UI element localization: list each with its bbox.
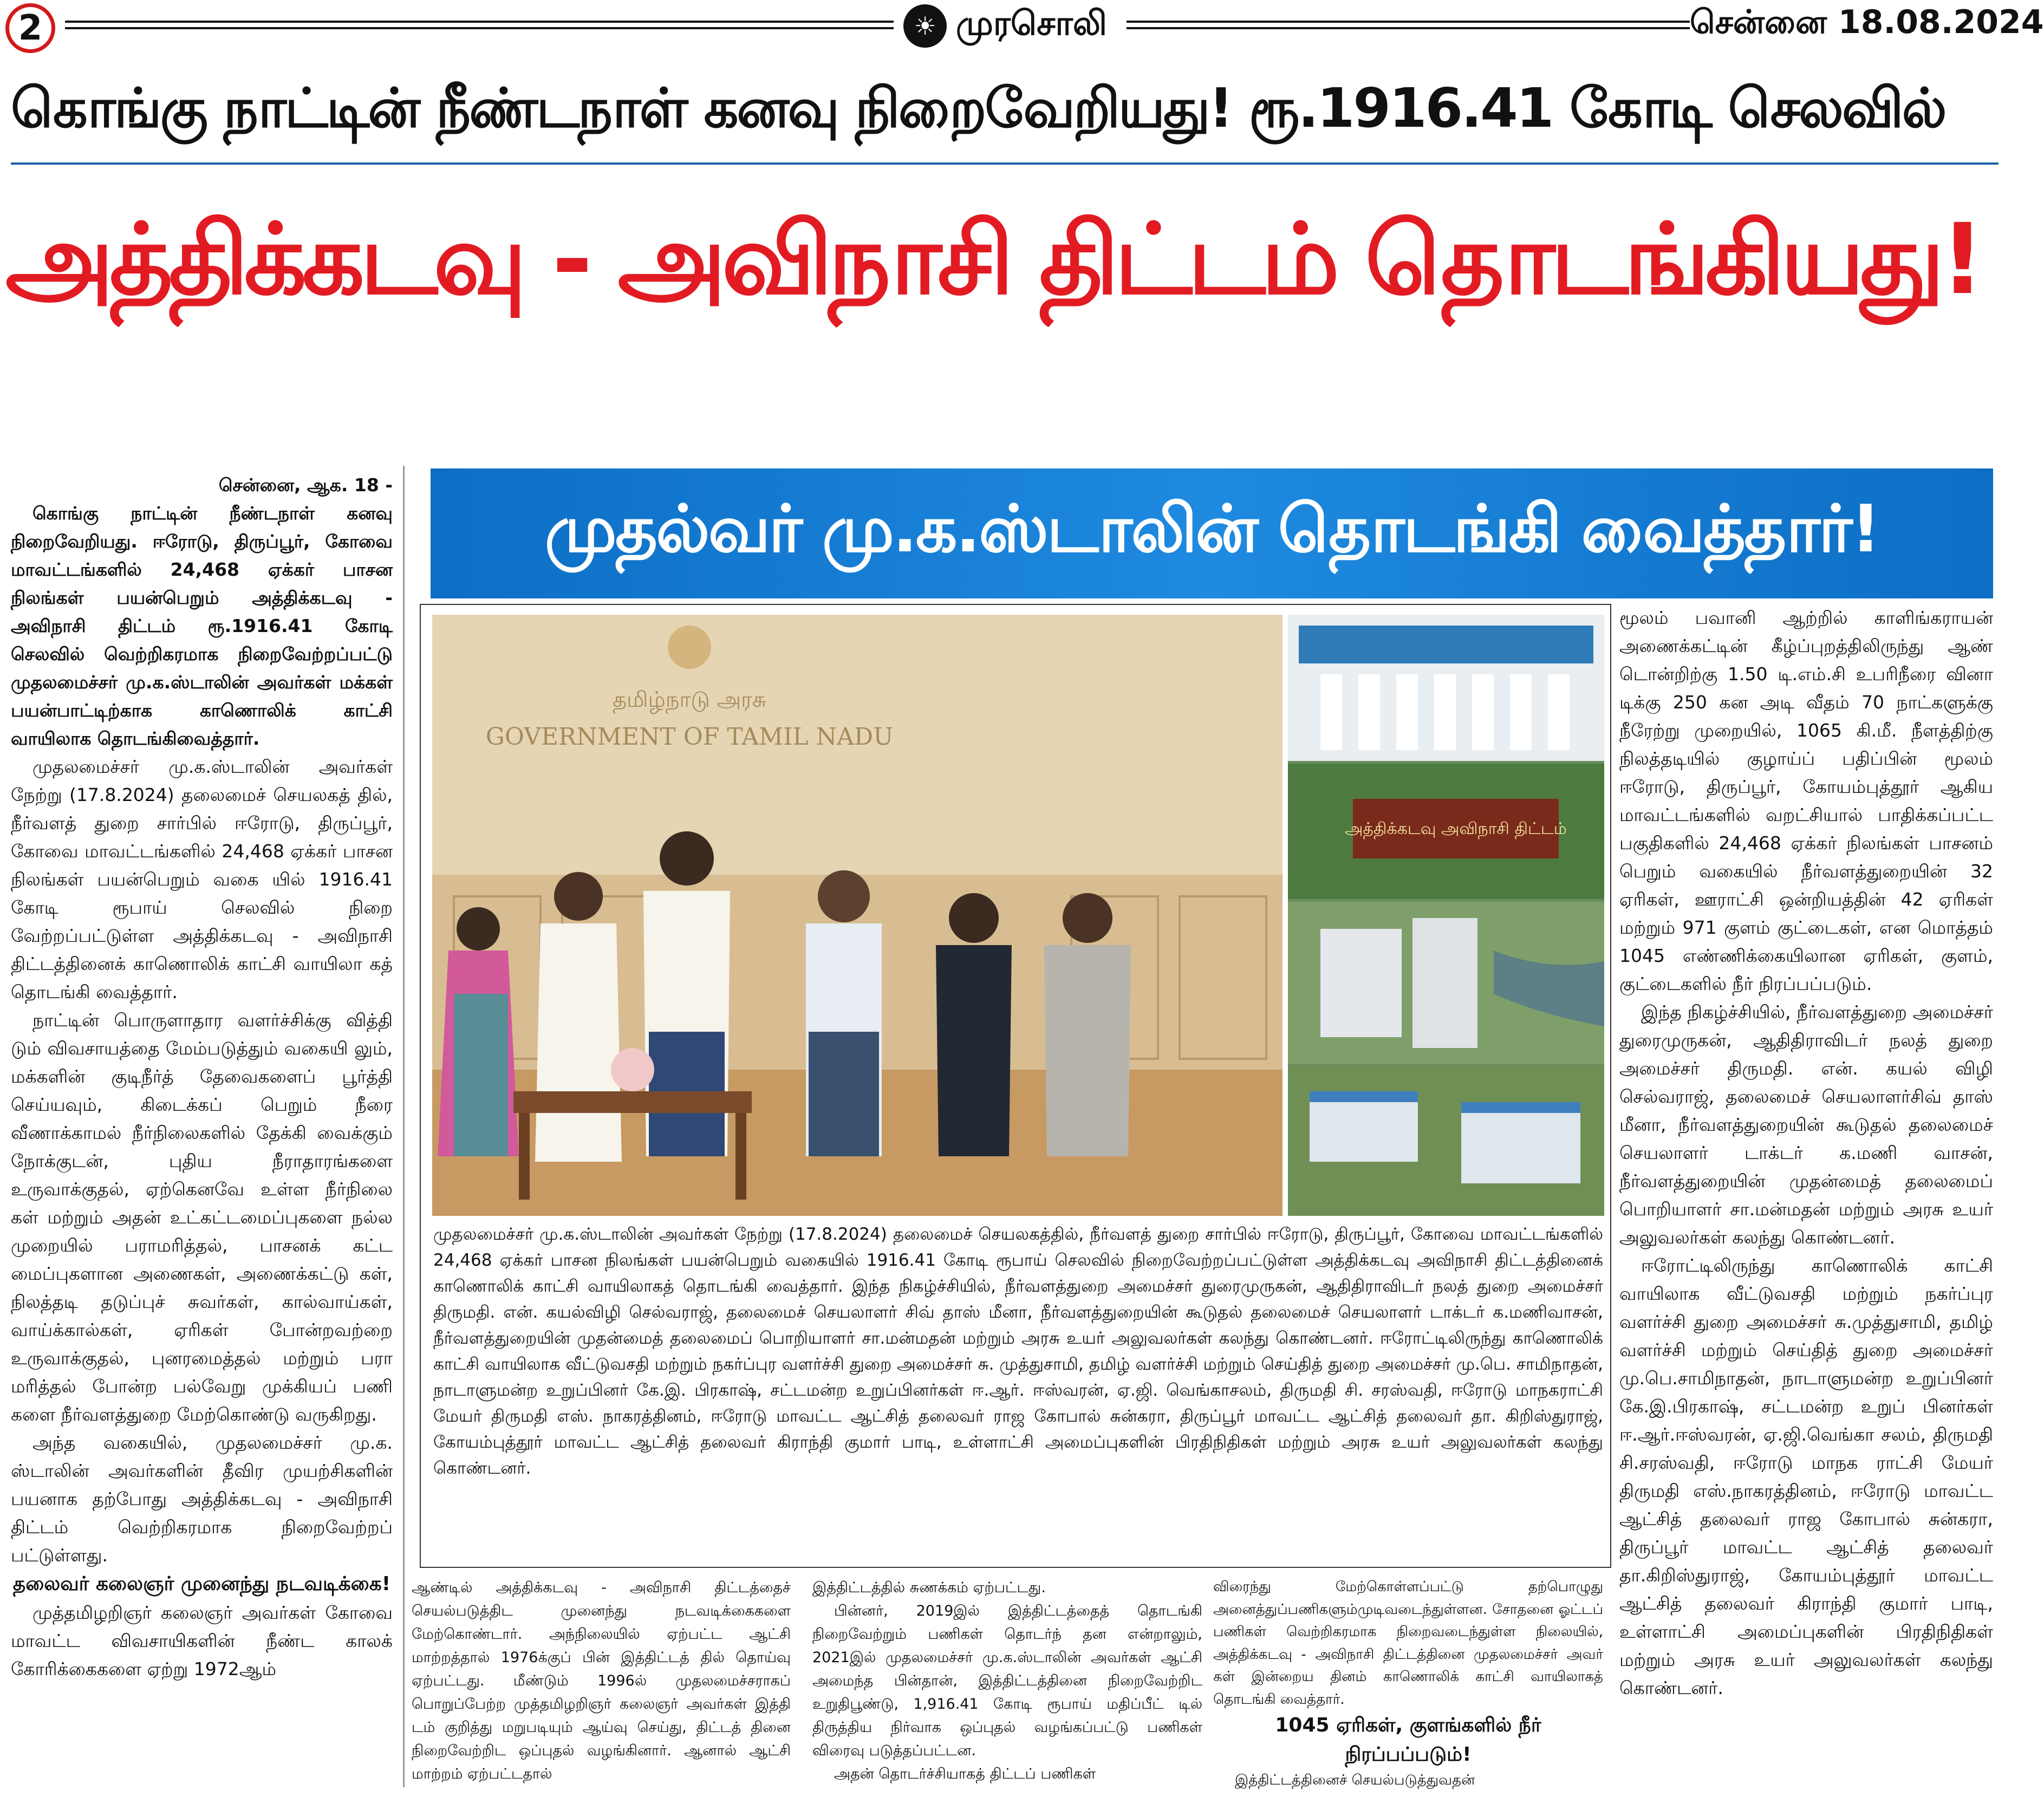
project-photos-illustration bbox=[1288, 615, 1604, 1216]
article-column-2 bbox=[412, 1576, 791, 1786]
article-paragraph: நாட்டின் பொருளாதார வளர்ச்சிக்கு வித்தி டும் விவசாயத்தை மேம்படுத்தும் வகையி லும், மக்களின் குடிநீர்த் தேவைகளைப் பூர்த்தி செய்யவும், கிடைக்கப் பெறும் நீரை வீணாக்காமல் நீர்நிலைகளில் தேக்கி வைக்கும் நோக்குடன், புதிய நீராதாரங்களை உருவாக்குதல், ஏற்கெனவே உள்ள நீர்நிலை கள் மற்றும் அதன் உட்கட்டமைப்புகளை நல்ல முறையில் பராமரித்தல், பாசனக் கட்ட மைப்புகளான அணைகள், அணைக்கட்டு கள், நிலத்தடி தடுப்புச் சுவர்கள், கால்வாய்கள், வாய்க்கால்கள், ஏரிகள் போன்றவற்றை உருவாக்குதல், புனரமைத்தல் மற்றும் பரா மரித்தல் போன்ற பல்வேறு முக்கியப் பணி களை நீர்வளத்துறை மேற்கொண்டு வருகிறது. bbox=[11, 1010, 393, 1425]
ceremony-photo-illustration bbox=[432, 615, 1283, 1216]
ceremony-photo bbox=[432, 615, 1283, 1216]
article-paragraph: விரைந்து மேற்கொள்ளப்பட்டு தற்பொழுது அனைத்துப்பணிகளும்முடிவடைந்துள்ளன. சோதனை ஓட்டப் பணிகள் வெற்றிகரமாக நிறைவடைந்துள்ள நிலையில், அத்திக்கடவு - அவிநாசி திட்டத்தினை முதலமைச்சர் அவர் கள் இன்றைய தினம் காணொலிக் காட்சி வாயிலாகத் தொடங்கி வைத்தார். bbox=[1213, 1579, 1603, 1708]
page-number: 2 bbox=[18, 8, 43, 48]
article-subhead: தலைவர் கலைஞர் முனைந்து நடவடிக்கை! bbox=[12, 1573, 391, 1595]
plaque-text: அத்திக்கடவு அவிநாசி திட்டம் bbox=[1345, 819, 1567, 838]
article-paragraph: இத்திட்டத்தில் சுணக்கம் ஏற்பட்டது. bbox=[812, 1579, 1046, 1596]
article-paragraph: ஈரோட்டிலிருந்து காணொலிக் காட்சி வாயிலாக வீட்டுவசதி மற்றும் நகர்ப்புர வளர்ச்சி துறை அமைச்சர் சு.முத்துசாமி, தமிழ் வளர்ச்சி மற்றும் செய்தித் துறை அமைச்சர் மு.பெ.சாமிநாதன், நாடாளுமன்ற உறுப்பினர் கே.இ.பிரகாஷ், சட்டமன்ற உறுப் பினர்கள் ஈ.ஆர்.ஈஸ்வரன், ஏ.ஜி.வெங்கா சலம், திருமதி சி.சரஸ்வதி, ஈரோடு மாநக ராட்சி மேயர் திருமதி எஸ்.நாகரத்தினம், ஈரோடு மாவட்ட ஆட்சித் தலைவர் ராஜ கோபால் சுன்கரா, திருப்பூர் மாவட்ட ஆட்சித் தலைவர் தா.கிறிஸ்துராஜ், கோயம்புத்தூர் மாவட்ட ஆட்சித் தலைவர் கிராந்தி குமார் பாடி, உள்ளாட்சி அமைப்புகளின் பிரதிநிதிகள் மற்றும் அரசு உயர் அலுவலர்கள் கலந்து கொண்டனர். bbox=[1619, 1255, 1993, 1698]
article-column-4 bbox=[1213, 1576, 1603, 1792]
article-paragraph: ஆண்டில் அத்திக்கடவு - அவிநாசி திட்டத்தைச் செயல்படுத்திட முனைந்து நடவடிக்கைகளை மேற்கொண்டார். அந்நிலையில் ஏற்பட்ட ஆட்சி மாற்றத்தால் 1976க்குப் பின் இத்திட்டத் தில் தொய்வு ஏற்பட்டது. மீண்டும் 1996ல் முதலமைச்சராகப் பொறுப்பேற்ற முத்தமிழறிஞர் கலைஞர் அவர்கள் இத்தி டம் குறித்து மறுபடியும் ஆய்வு செய்து, திட்டத் தினை நிறைவேற்றிட ஒப்புதல் வழங்கினார். ஆனால் ஆட்சி மாற்றம் ஏற்பட்டதால் bbox=[412, 1579, 791, 1782]
article-lead: கொங்கு நாட்டின் நீண்டநாள் கனவு நிறைவேறியது. ஈரோடு, திருப்பூர், கோவை மாவட்டங்களில் 24,468 ஏக்கர் பாசன நிலங்கள் பயன்பெறும் அத்திக்கடவு - அவிநாசி திட்டம் ரூ.1916.41 கோடி செலவில் வெற்றிகரமாக நிறைவேற்றப்பட்டு முதலமைச்சர் மு.க.ஸ்டாலின் அவர்கள் மக்கள் பயன்பாட்டிற்காக காணொலிக் காட்சி வாயிலாக தொடங்கிவைத்தார். bbox=[11, 503, 393, 749]
article-column-1 bbox=[11, 471, 393, 1683]
kicker-rule bbox=[11, 162, 1999, 165]
column-separator bbox=[403, 466, 405, 1787]
article-column-5 bbox=[1619, 604, 1993, 1702]
main-headline: அத்திக்கடவு - அவிநாசி திட்டம் தொடங்கியது! bbox=[5, 203, 1981, 316]
banner-strip bbox=[431, 468, 1993, 598]
article-dateline: சென்னை, ஆக. 18 - bbox=[218, 474, 393, 496]
article-paragraph: மூலம் பவானி ஆற்றில் காளிங்கராயன் அணைக்கட்டின் கீழ்ப்புறத்திலிருந்து ஆண் டொன்றிற்கு 1.50 டி.எம்.சி உபரிநீரை வினா டிக்கு 250 கன அடி வீதம் 70 நாட்களுக்கு நீரேற்று முறையில், 1065 கி.மீ. நீளத்திற்கு நிலத்தடியில் குழாய்ப் பதிப்பின் மூலம் ஈரோடு, திருப்பூர், கோயம்புத்தூர் ஆகிய மாவட்டங்களில் வறட்சியால் பாதிக்கப்பட்ட பகுதிகளில் 24,468 ஏக்கர் நிலங்கள் பாசனம் பெறும் வகையில் நீர்வளத்துறையின் 32 ஏரிகள், ஊராட்சி ஒன்றியத்தின் 42 ஏரிகள் மற்றும் 971 குளம் குட்டைகள், என மொத்தம் 1045 எண்ணிக்கையிலான ஏரிகள், குளம், குட்டைகளில் நீர் நிரப்பப்படும். bbox=[1619, 607, 1993, 994]
article-paragraph: அதன் தொடர்ச்சியாகத் திட்டப் பணிகள் bbox=[834, 1766, 1096, 1782]
article-paragraph: பின்னர், 2019இல் இத்திட்டத்தைத் தொடங்கி நிறைவேற்றும் பணிகள் தொடர்ந் தன என்றாலும், 2021இல் முதலமைச்சர் மு.க.ஸ்டாலின் அவர்கள் ஆட்சி அமைந்த பின்தான், இத்திட்டத்தினை நிறைவேற்றிட உறுதிபூண்டு, 1,916.41 கோடி ரூபாய் மதிப்பீட் டில் திருத்திய நிர்வாக ஒப்புதல் வழங்கப்பட்டு பணிகள் விரைவு படுத்தப்பட்டன. bbox=[812, 1603, 1202, 1759]
banner-headline: முதல்வர் மு.க.ஸ்டாலின் தொடங்கி வைத்தார்! bbox=[544, 491, 1879, 567]
article-paragraph: இந்த நிகழ்ச்சியில், நீர்வளத்துறை அமைச்சர் துரைமுருகன், ஆதிதிராவிடர் நலத் துறை அமைச்சர் திருமதி. என். கயல் விழி செல்வராஜ், தலைமைச் செயலாளர்சிவ் தாஸ் மீனா, நீர்வளத்துறையின் கூடுதல் தலைமைச் செயலாளர் டாக்டர் க.மணி வாசன், நீர்வளத்துறையின் முதன்மைத் தலைமைப் பொறியாளர் சா.மன்மதன் மற்றும் அரசு உயர் அலுவலர்கள் கலந்து கொண்டனர். bbox=[1619, 1001, 1993, 1248]
government-text: GOVERNMENT OF TAMIL NADU bbox=[485, 723, 894, 751]
kicker-headline: கொங்கு நாட்டின் நீண்டநாள் கனவு நிறைவேறியது! ரூ.1916.41 கோடி செலவில் bbox=[11, 76, 1945, 140]
article-paragraph: அந்த வகையில், முதலமைச்சர் மு.க. ஸ்டாலின் அவர்களின் தீவிர முயற்சிகளின் பயனாக தற்போது அத்திக்கடவு - அவிநாசி திட்டம் வெற்றிகரமாக நிறைவேற்றப் பட்டுள்ளது. bbox=[11, 1432, 393, 1566]
issue-dateline: சென்னை 18.08.2024 bbox=[1690, 3, 2044, 41]
article-paragraph: முதலமைச்சர் மு.க.ஸ்டாலின் அவர்கள் நேற்று (17.8.2024) தலைமைச் செயலகத் தில், நீர்வளத் துறை சார்பில் ஈரோடு, திருப்பூர், கோவை மாவட்டங்களில் 24,468 ஏக்கர் பாசன நிலங்கள் பயன்பெறும் வகை யில் 1916.41 கோடி ரூபாய் செலவில் நிறை வேற்றப்பட்டுள்ள அத்திக்கடவு - அவிநாசி திட்டத்தினைக் காணொலிக் காட்சி வாயிலா கத் தொடங்கி வைத்தார். bbox=[11, 756, 393, 1002]
paper-logo-icon: ☀ bbox=[903, 4, 947, 48]
project-photo-strip bbox=[1288, 615, 1604, 1216]
article-paragraph: முத்தமிழறிஞர் கலைஞர் அவர்கள் கோவை மாவட்ட விவசாயிகளின் நீண்ட காலக் கோரிக்கைகளை ஏற்று 1972ஆம் bbox=[11, 1602, 393, 1679]
page-number-badge bbox=[5, 3, 55, 53]
masthead-rule-right bbox=[1127, 21, 1690, 29]
article-subhead: 1045 ஏரிகள், குளங்களில் நீர் நிரப்பப்படும்! bbox=[1275, 1714, 1541, 1766]
article-column-3 bbox=[812, 1576, 1202, 1786]
paper-name: முரசொலி bbox=[956, 3, 1107, 43]
masthead-rule-left bbox=[65, 21, 894, 29]
photo-caption: முதலமைச்சர் மு.க.ஸ்டாலின் அவர்கள் நேற்று (17.8.2024) தலைமைச் செயலகத்தில், நீர்வளத் துறை சார்பில் ஈரோடு, திருப்பூர், கோவை மாவட்டங்களில் 24,468 ஏக்கர் பாசன நிலங்கள் பயன்பெறும் வகையில் 1916.41 கோடி ரூபாய் செலவில் நிறைவேற்றப்பட்டுள்ள அத்திக்கடவு அவிநாசி திட்டத்தினைக் காணொலிக் காட்சி வாயிலாகத் தொடங்கி வைத்தார். இந்த நிகழ்ச்சியில், நீர்வளத்துறை அமைச்சர் துரைமுருகன், ஆதிதிராவிடர் நலத் துறை அமைச்சர் திருமதி. என். கயல்விழி செல்வராஜ், தலைமைச் செயலாளர் சிவ் தாஸ் மீனா, நீர்வளத்துறையின் கூடுதல் தலைமைச் செயலாளர் டாக்டர் க.மணிவாசன், நீர்வளத்துறையின் முதன்மைத் தலைமைப் பொறியாளர் சா.மன்மதன் மற்றும் அரசு உயர் அலுவலர்கள் கலந்து கொண்டனர். ஈரோட்டிலிருந்து காணொலிக் காட்சி வாயிலாக வீட்டுவசதி மற்றும் நகர்ப்புர வளர்ச்சி துறை அமைச்சர் சு. முத்துசாமி, தமிழ் வளர்ச்சி மற்றும் செய்தித் துறை அமைச்சர் மு.பெ. சாமிநாதன், நாடாளுமன்ற உறுப்பினர் கே.இ. பிரகாஷ், சட்டமன்ற உறுப்பினர்கள் ஈ.ஆர். ஈஸ்வரன், ஏ.ஜி. வெங்காசலம், திருமதி சி. சரஸ்வதி, ஈரோடு மாநகராட்சி மேயர் திருமதி எஸ். நாகரத்தினம், ஈரோடு மாவட்ட ஆட்சித் தலைவர் ராஜ கோபால் சுன்கரா, திருப்பூர் மாவட்ட ஆட்சித் தலைவர் தா. கிறிஸ்துராஜ், கோயம்புத்தூர் மாவட்ட ஆட்சித் தலைவர் கிராந்தி குமார் பாடி, உள்ளாட்சி அமைப்புகளின் பிரதிநிதிகள் மற்றும் அரசு உயர் அலுவலர்கள் கலந்து கொண்டனர். bbox=[433, 1225, 1603, 1478]
article-paragraph: இத்திட்டத்தினைச் செயல்படுத்துவதன் bbox=[1235, 1772, 1475, 1788]
emblem-text: தமிழ்நாடு அரசு bbox=[613, 687, 766, 712]
